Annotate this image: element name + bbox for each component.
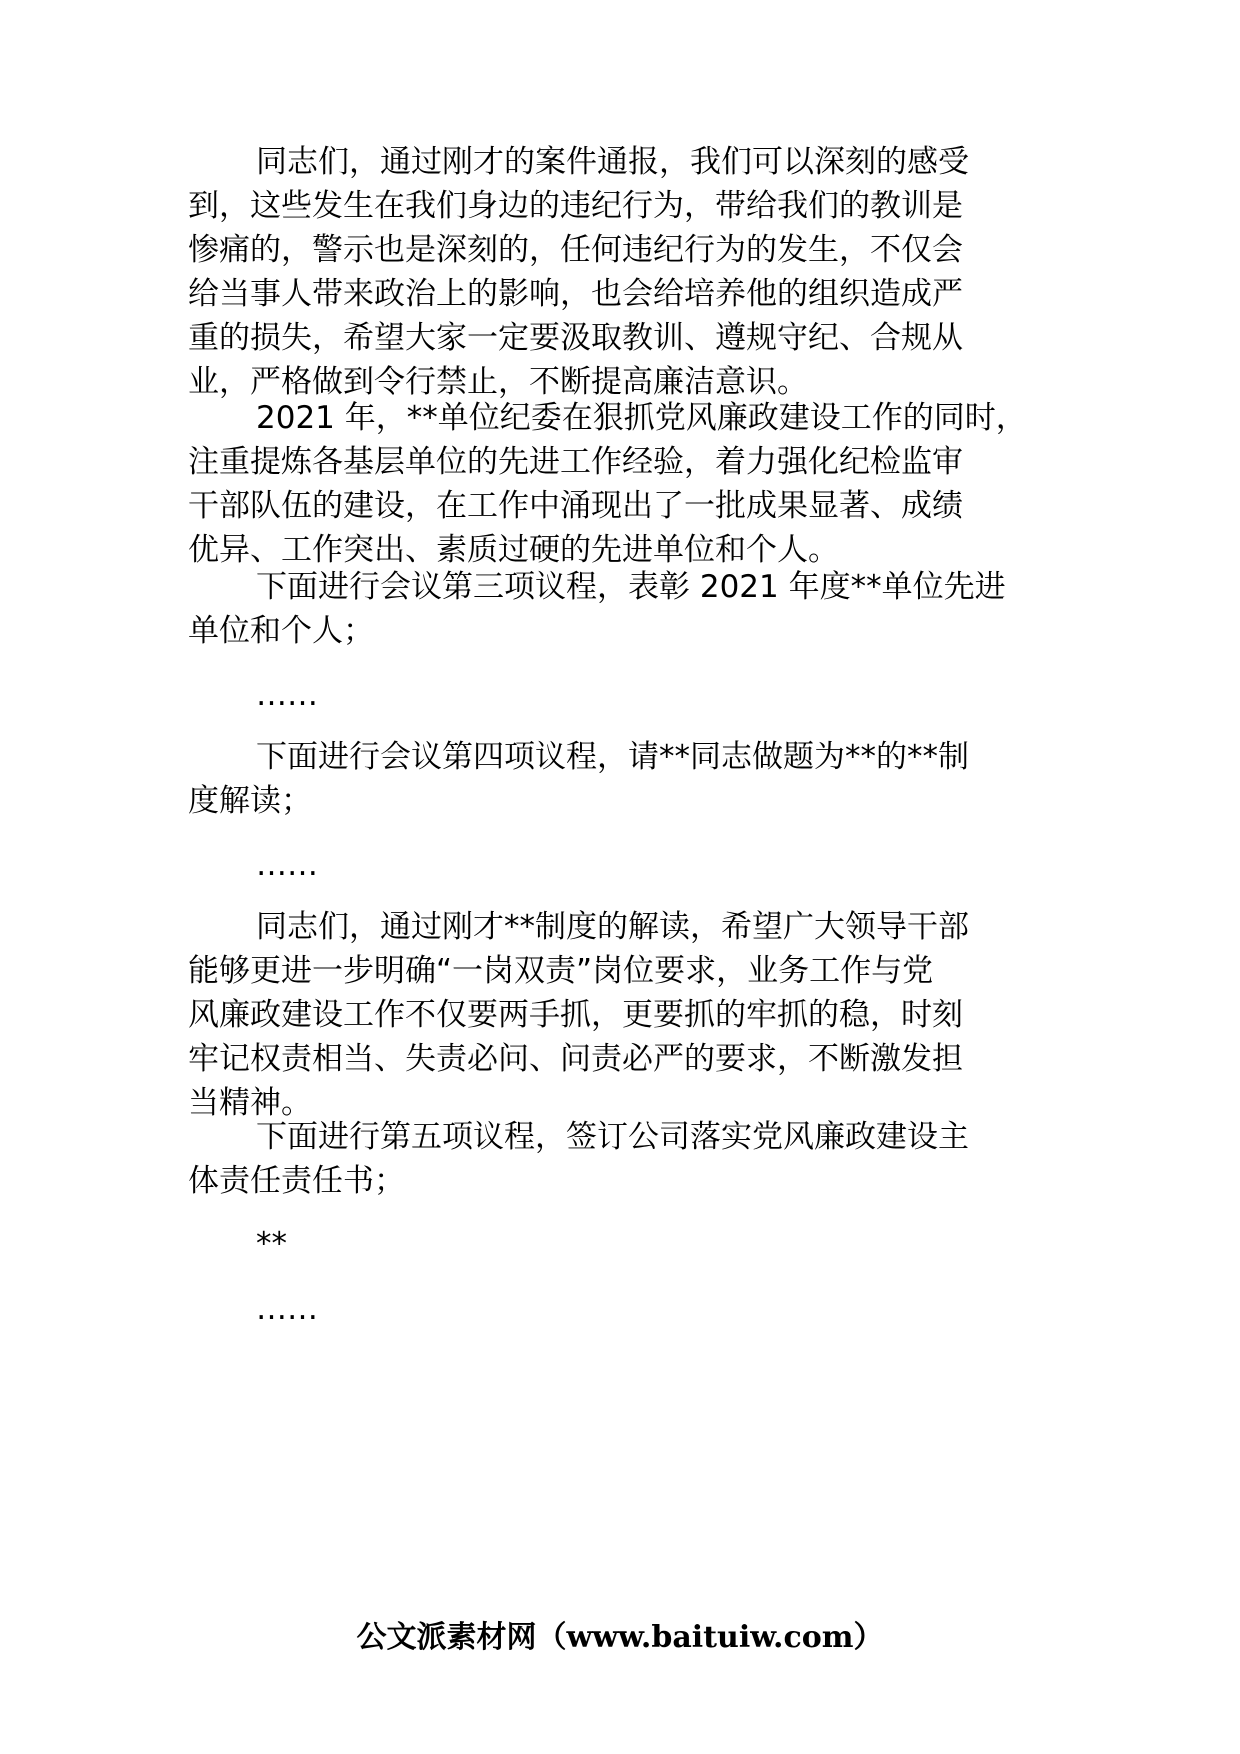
ellipsis-1 xyxy=(188,673,318,717)
paragraph-line: 2021 年，**单位纪委在狠抓党风廉政建设工作的同时， xyxy=(256,400,1027,436)
paragraph-line: 下面进行会议第三项议程，表彰 2021 年度**单位先进 xyxy=(256,569,1006,605)
paragraph-5 xyxy=(188,735,969,823)
paragraph-line: 风廉政建设工作不仅要两手抓，更要抓的牢抓的稳，时刻 xyxy=(188,997,963,1033)
asterisks-line xyxy=(188,1222,287,1266)
paragraph-line: 体责任责任书； xyxy=(188,1163,405,1199)
paragraph-line: 到，这些发生在我们身边的违纪行为，带给我们的教训是 xyxy=(188,188,963,224)
paragraph-line: 下面进行第五项议程，签订公司落实党风廉政建设主 xyxy=(256,1119,969,1155)
paragraph-line: …… xyxy=(256,1291,318,1327)
paragraph-1 xyxy=(188,140,969,404)
paragraph-line: 牢记权责相当、失责必问、问责必严的要求，不断激发担 xyxy=(188,1041,963,1077)
paragraph-line: …… xyxy=(256,847,318,883)
paragraph-line: 同志们，通过刚才的案件通报，我们可以深刻的感受 xyxy=(256,144,969,180)
paragraph-2 xyxy=(188,396,1027,572)
ellipsis-3 xyxy=(188,1287,318,1331)
paragraph-line: 重的损失，希望大家一定要汲取教训、遵规守纪、合规从 xyxy=(188,320,963,356)
paragraph-line: 单位和个人； xyxy=(188,613,374,649)
paragraph-line: ** xyxy=(256,1226,287,1262)
paragraph-line: 同志们，通过刚才**制度的解读，希望广大领导干部 xyxy=(256,909,969,945)
paragraph-line: 优异、工作突出、素质过硬的先进单位和个人。 xyxy=(188,532,839,568)
paragraph-line: 业，严格做到令行禁止，不断提高廉洁意识。 xyxy=(188,364,808,400)
paragraph-line: 度解读； xyxy=(188,783,312,819)
paragraph-line: 给当事人带来政治上的影响，也会给培养他的组织造成严 xyxy=(188,276,963,312)
paragraph-line: …… xyxy=(256,677,318,713)
paragraph-line: 注重提炼各基层单位的先进工作经验，着力强化纪检监审 xyxy=(188,444,963,480)
page-footer: 公文派素材网（www.baituiw.com） xyxy=(356,1620,884,1655)
paragraph-line: 能够更进一步明确“一岗双责”岗位要求，业务工作与党 xyxy=(188,953,934,989)
paragraph-7 xyxy=(188,905,969,1125)
paragraph-line: 下面进行会议第四项议程，请**同志做题为**的**制 xyxy=(256,739,969,775)
paragraph-3 xyxy=(188,565,1006,653)
paragraph-line: 当精神。 xyxy=(188,1085,312,1121)
paragraph-line: 干部队伍的建设，在工作中涌现出了一批成果显著、成绩 xyxy=(188,488,963,524)
ellipsis-2 xyxy=(188,843,318,887)
paragraph-8 xyxy=(188,1115,969,1203)
paragraph-line: 惨痛的，警示也是深刻的，任何违纪行为的发生，不仅会 xyxy=(188,232,963,268)
